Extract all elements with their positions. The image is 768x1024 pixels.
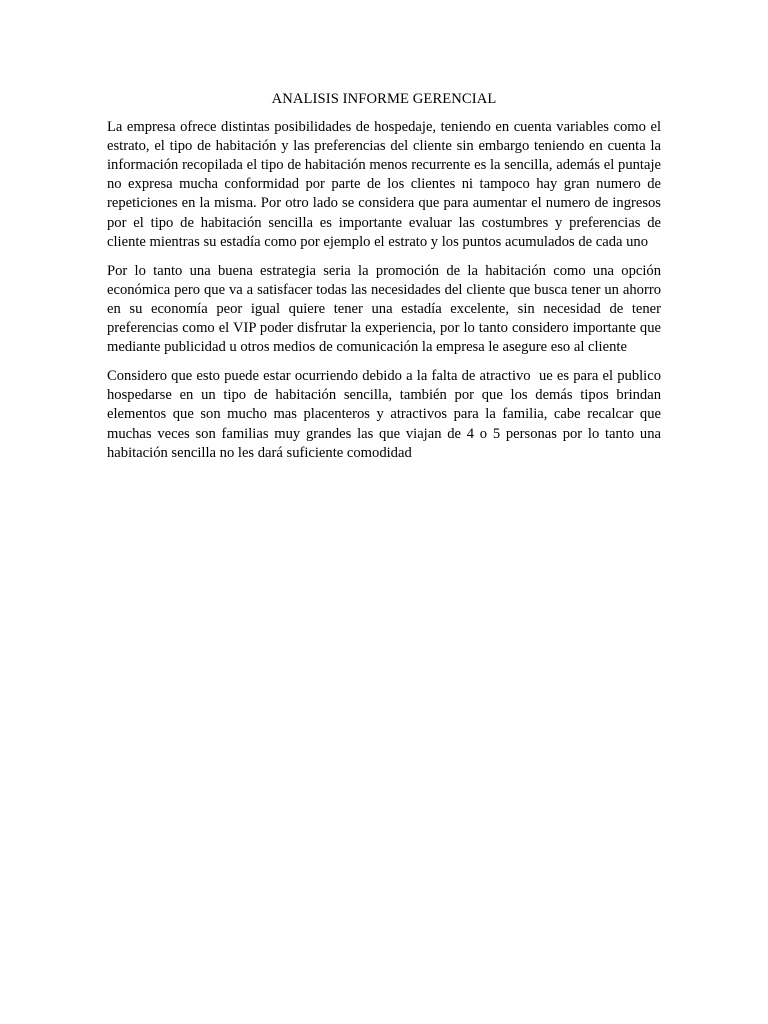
document-title: ANALISIS INFORME GERENCIAL — [271, 91, 497, 107]
paragraph-3: Considero que esto puede estar ocurriendo debido a la falta de atractivo ue es para el publico hospedarse en un tipo de habitación sencilla, también por que los demás tipos brindan elementos que son mucho mas placenteros y atractivos para la familia, cabe recalcar que muchas veces son familias muy grandes las que viajan de 4 o 5 personas por lo tanto una habitación sencilla no les dará suficiente comodidad — [107, 368, 665, 461]
document-body — [107, 90, 665, 473]
paragraph-2: Por lo tanto una buena estrategia seria la promoción de la habitación como una opción económica pero que va a satisfacer todas las necesidades del cliente que busca tener un ahorro en su economía peor igual quiere tener una estadía excelente, sin necesidad de tener preferencias como el VIP poder disfrutar la experiencia, por lo tanto considero importante que mediante publicidad u otros medios de comunicación la empresa le asegure eso al cliente — [107, 262, 665, 356]
paragraph-1: La empresa ofrece distintas posibilidades de hospedaje, teniendo en cuenta variables como el estrato, el tipo de habitación y las preferencias del cliente sin embargo teniendo en cuenta la información recopilada el tipo de habitación menos recurrente es la sencilla, además el puntaje no expresa mucha conformidad por parte de los clientes ni tampoco hay gran numero de repeticiones en la misma. Por otro lado se considera que para aumentar el numero de ingresos por el tipo de habitación sencilla es importante evaluar las costumbres y preferencias de cliente mientras su estadía como por ejemplo el estrato y los puntos acumulados de cada uno — [107, 119, 665, 250]
